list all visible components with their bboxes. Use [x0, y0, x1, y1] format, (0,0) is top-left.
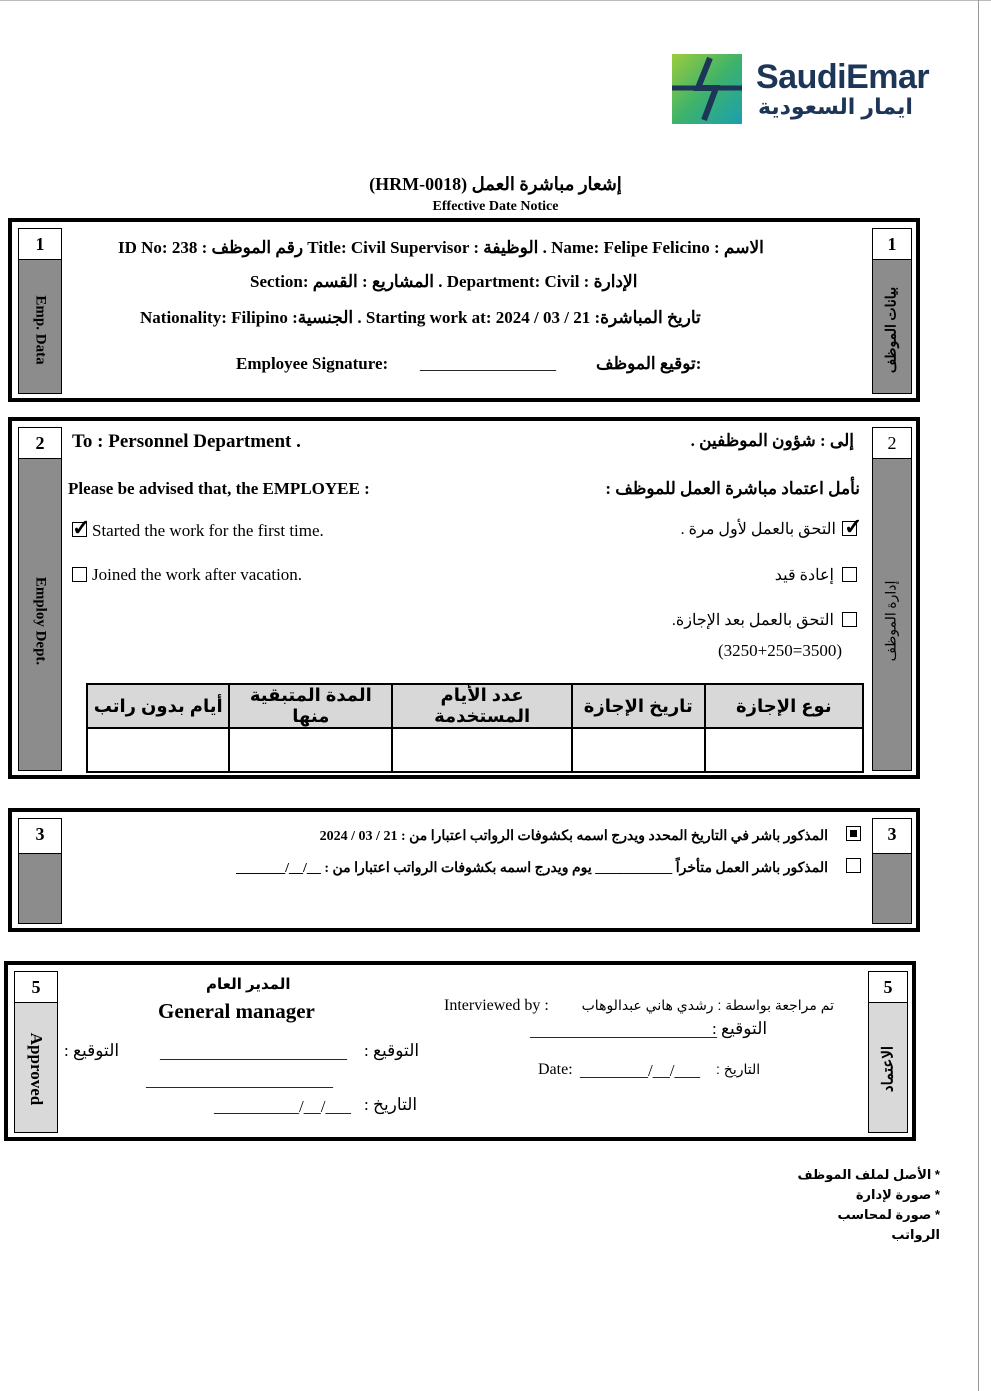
note-admin-copy: * صورة لإدارة [855, 1187, 940, 1202]
header-days-used: عدد الأيام المستخدمة [392, 684, 572, 728]
section1-number-right: 1 [872, 228, 912, 260]
section5-label-right: الاعتماد [880, 1045, 897, 1093]
to-personnel-ar: إلى : شؤون الموظفين . [690, 431, 854, 450]
gm-sign-field-2[interactable]: ______________________ [146, 1071, 333, 1090]
calc-note: (3250+250=3500) [718, 641, 842, 660]
note-payroll-copy: * صورة لمحاسب الرواتب [837, 1207, 940, 1242]
section1-label-left: Emp. Data [32, 295, 49, 365]
section5-number-right: 5 [868, 971, 908, 1003]
section2-label-right: إدارة الموظف [884, 580, 900, 662]
opt-after-vacation-ar: التحق بالعمل بعد الإجازة. [671, 612, 834, 629]
section-employ-dept [8, 417, 920, 779]
interviewer-sign-label: التوقيع : [712, 1019, 768, 1038]
employee-id-title-name: ID No: 238 : رقم الموظف Title: Civil Supervisor : الوظيفة . Name: Felipe Felicino : الاسم [118, 238, 764, 257]
gm-sign-label-left: التوقيع : [64, 1041, 120, 1060]
opt-first-time-ar: التحق بالعمل لأول مرة . [680, 521, 836, 538]
after-vacation-checkbox-ar[interactable] [842, 612, 857, 627]
to-personnel-en: To : Personnel Department . [72, 431, 301, 452]
section5-label-left: Approved [27, 1032, 46, 1106]
employee-signature-label: Employee Signature: [236, 354, 389, 373]
employee-signature-field[interactable]: ________________ [420, 354, 556, 373]
cell-remaining[interactable] [229, 728, 392, 772]
distribution-notes [790, 1165, 940, 1245]
interviewed-en: Interviewed by : [444, 997, 549, 1014]
started-late-text: المذكور باشر العمل متأخراً ___________ يوم ويدرج اسمه بكشوفات الرواتب اعتبارا من : __/__/_______ [236, 861, 828, 876]
header-remaining: المدة المتبقية منها [229, 684, 392, 728]
cell-leave-type[interactable] [705, 728, 863, 772]
cell-days-used[interactable] [392, 728, 572, 772]
table-row [87, 728, 863, 772]
checkmark-icon: ✓ [72, 515, 91, 540]
header-leave-date: تاريخ الإجازة [572, 684, 705, 728]
section5-number-left: 5 [14, 971, 58, 1003]
gm-title-en: General manager [158, 999, 315, 1023]
header-unpaid-days: أيام بدون راتب [87, 684, 229, 728]
interviewed-ar: تم مراجعة بواسطة : رشدي هاني عبدالوهاب [581, 997, 834, 1013]
checkmark-icon: ✓ [844, 514, 863, 539]
advise-ar: نأمل اعتماد مباشرة العمل للموظف : [605, 479, 860, 498]
gm-sign-field[interactable]: ______________________ [160, 1043, 347, 1062]
gm-date-label: التاريخ : [364, 1095, 418, 1114]
cell-leave-date[interactable] [572, 728, 705, 772]
interviewer-sign-field[interactable]: ______________________ [530, 1021, 717, 1040]
employee-section-department: Section: المشاريع : القسم . Department: Civil : الإدارة [250, 272, 638, 291]
opt-reregister-ar: إعادة قيد [774, 567, 834, 584]
interviewer-date-label-ar: التاريخ : [716, 1061, 761, 1077]
section2-number-right: 2 [872, 427, 912, 459]
interviewer-date-label-en: Date: [538, 1061, 573, 1078]
form-title-ar: إشعار مباشرة العمل (HRM-0018) [369, 174, 622, 194]
section-approval [4, 961, 916, 1141]
employee-signature-label-ar: :توقيع الموظف [596, 354, 702, 373]
section2-number-left: 2 [18, 427, 62, 459]
section-employee-data [8, 218, 920, 402]
employee-nationality-start: Nationality: Filipino :الجنسية . Starting work at: 2024 / 03 / 21 :تاريخ المباشرة [140, 308, 701, 327]
started-on-time-text: المذكور باشر في التاريخ المحدد ويدرج اسمه بكشوفات الرواتب اعتبارا من : 21 / 03 / 2024 [319, 829, 828, 844]
page-top-edge [0, 0, 991, 1]
logo-name-en: SaudiEmar [756, 58, 930, 96]
form-title-en: Effective Date Notice [432, 199, 559, 214]
section3-number-left: 3 [18, 818, 62, 854]
leave-table-header-row [87, 684, 863, 728]
opt-after-vacation-en: Joined the work after vacation. [92, 565, 303, 584]
after-vacation-checkbox-en[interactable] [72, 567, 87, 582]
opt-first-time-en: Started the work for the first time. [92, 521, 324, 540]
saudiemar-logo-icon [672, 54, 742, 124]
leave-table [86, 683, 864, 773]
section2-label-left: Employ Dept. [32, 576, 49, 666]
advise-en: Please be advised that, the EMPLOYEE : [68, 479, 370, 498]
gm-date-field[interactable]: __________/__/___ [214, 1097, 351, 1116]
interviewer-date-field[interactable]: ________/__/___ [580, 1061, 700, 1080]
section3-number-right: 3 [872, 818, 912, 854]
started-on-time-checkbox[interactable] [846, 826, 861, 841]
gm-sign-label: التوقيع : [364, 1041, 420, 1060]
section1-label-right: بيانات الموظف [884, 286, 900, 374]
section-payroll [8, 808, 920, 932]
started-late-checkbox[interactable] [846, 858, 861, 873]
cell-unpaid-days[interactable] [87, 728, 229, 772]
logo-name-ar: ايمار السعودية [758, 94, 913, 119]
gm-title-ar: المدير العام [206, 976, 291, 993]
header-leave-type: نوع الإجازة [705, 684, 863, 728]
reregister-checkbox[interactable] [842, 567, 857, 582]
note-original-file: * الأصل لملف الموظف [797, 1167, 940, 1182]
section1-number-left: 1 [18, 228, 62, 260]
